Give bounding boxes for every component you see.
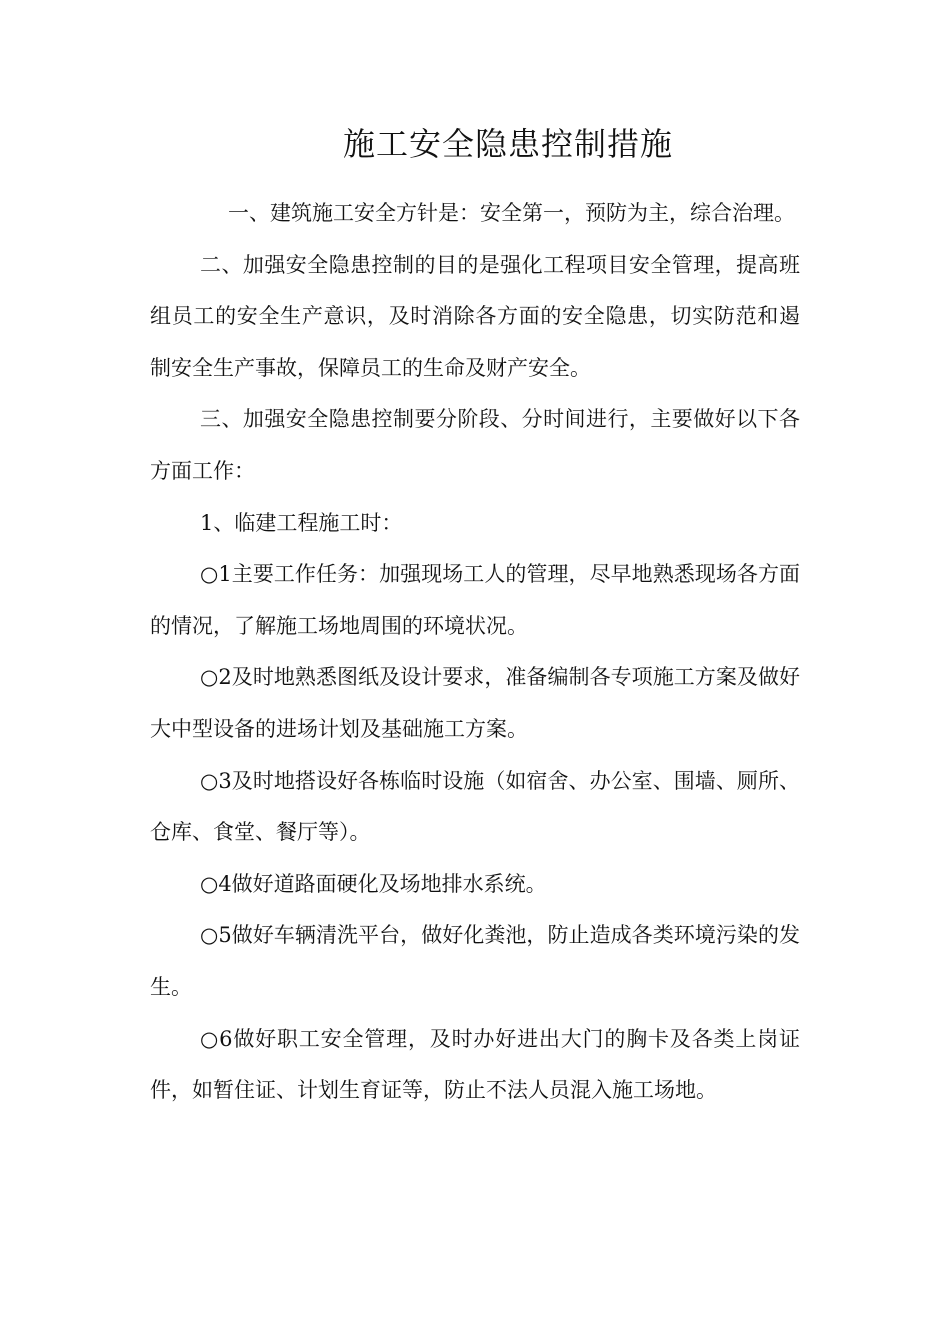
paragraph-phased-control: 三、加强安全隐患控制要分阶段、分时间进行，主要做好以下各方面工作：	[150, 407, 800, 483]
list-item-temporary-facilities: ○3及时地搭设好各栋临时设施（如宿舍、办公室、围墙、厕所、仓库、食堂、餐厅等）。	[150, 768, 800, 845]
list-item-drawings-and-plans: ○2及时地熟悉图纸及设计要求，准备编制各专项施工方案及做好大中型设备的进场计划及基础施工方案。	[150, 665, 800, 741]
list-item-washing-platform: ○5做好车辆清洗平台，做好化粪池，防止造成各类环境污染的发生。	[150, 923, 800, 999]
paragraph-temporary-construction-heading: 1、临建工程施工时：	[200, 510, 403, 535]
paragraph-safety-policy: 一、建筑施工安全方针是：安全第一，预防为主，综合治理。	[228, 201, 795, 225]
list-item-main-tasks: ○1主要工作任务：加强现场工人的管理，尽早地熟悉现场各方面的情况，了解施工场地周围的环境状况。	[150, 562, 800, 638]
list-item-worker-management: ○6做好职工安全管理，及时办好进出大门的胸卡及各类上岗证件，如暂住证、计划生育证等，防止不法人员混入施工场地。	[150, 1026, 800, 1103]
list-item-road-and-drainage: ○4做好道路面硬化及场地排水系统。	[200, 871, 547, 896]
document-title: 施工安全隐患控制措施	[342, 125, 673, 163]
document-body	[150, 188, 800, 1117]
paragraph-control-purpose: 二、加强安全隐患控制的目的是强化工程项目安全管理，提高班组员工的安全生产意识，及时消除各方面的安全隐患，切实防范和遏制安全生产事故，保障员工的生命及财产安全。	[150, 252, 800, 380]
